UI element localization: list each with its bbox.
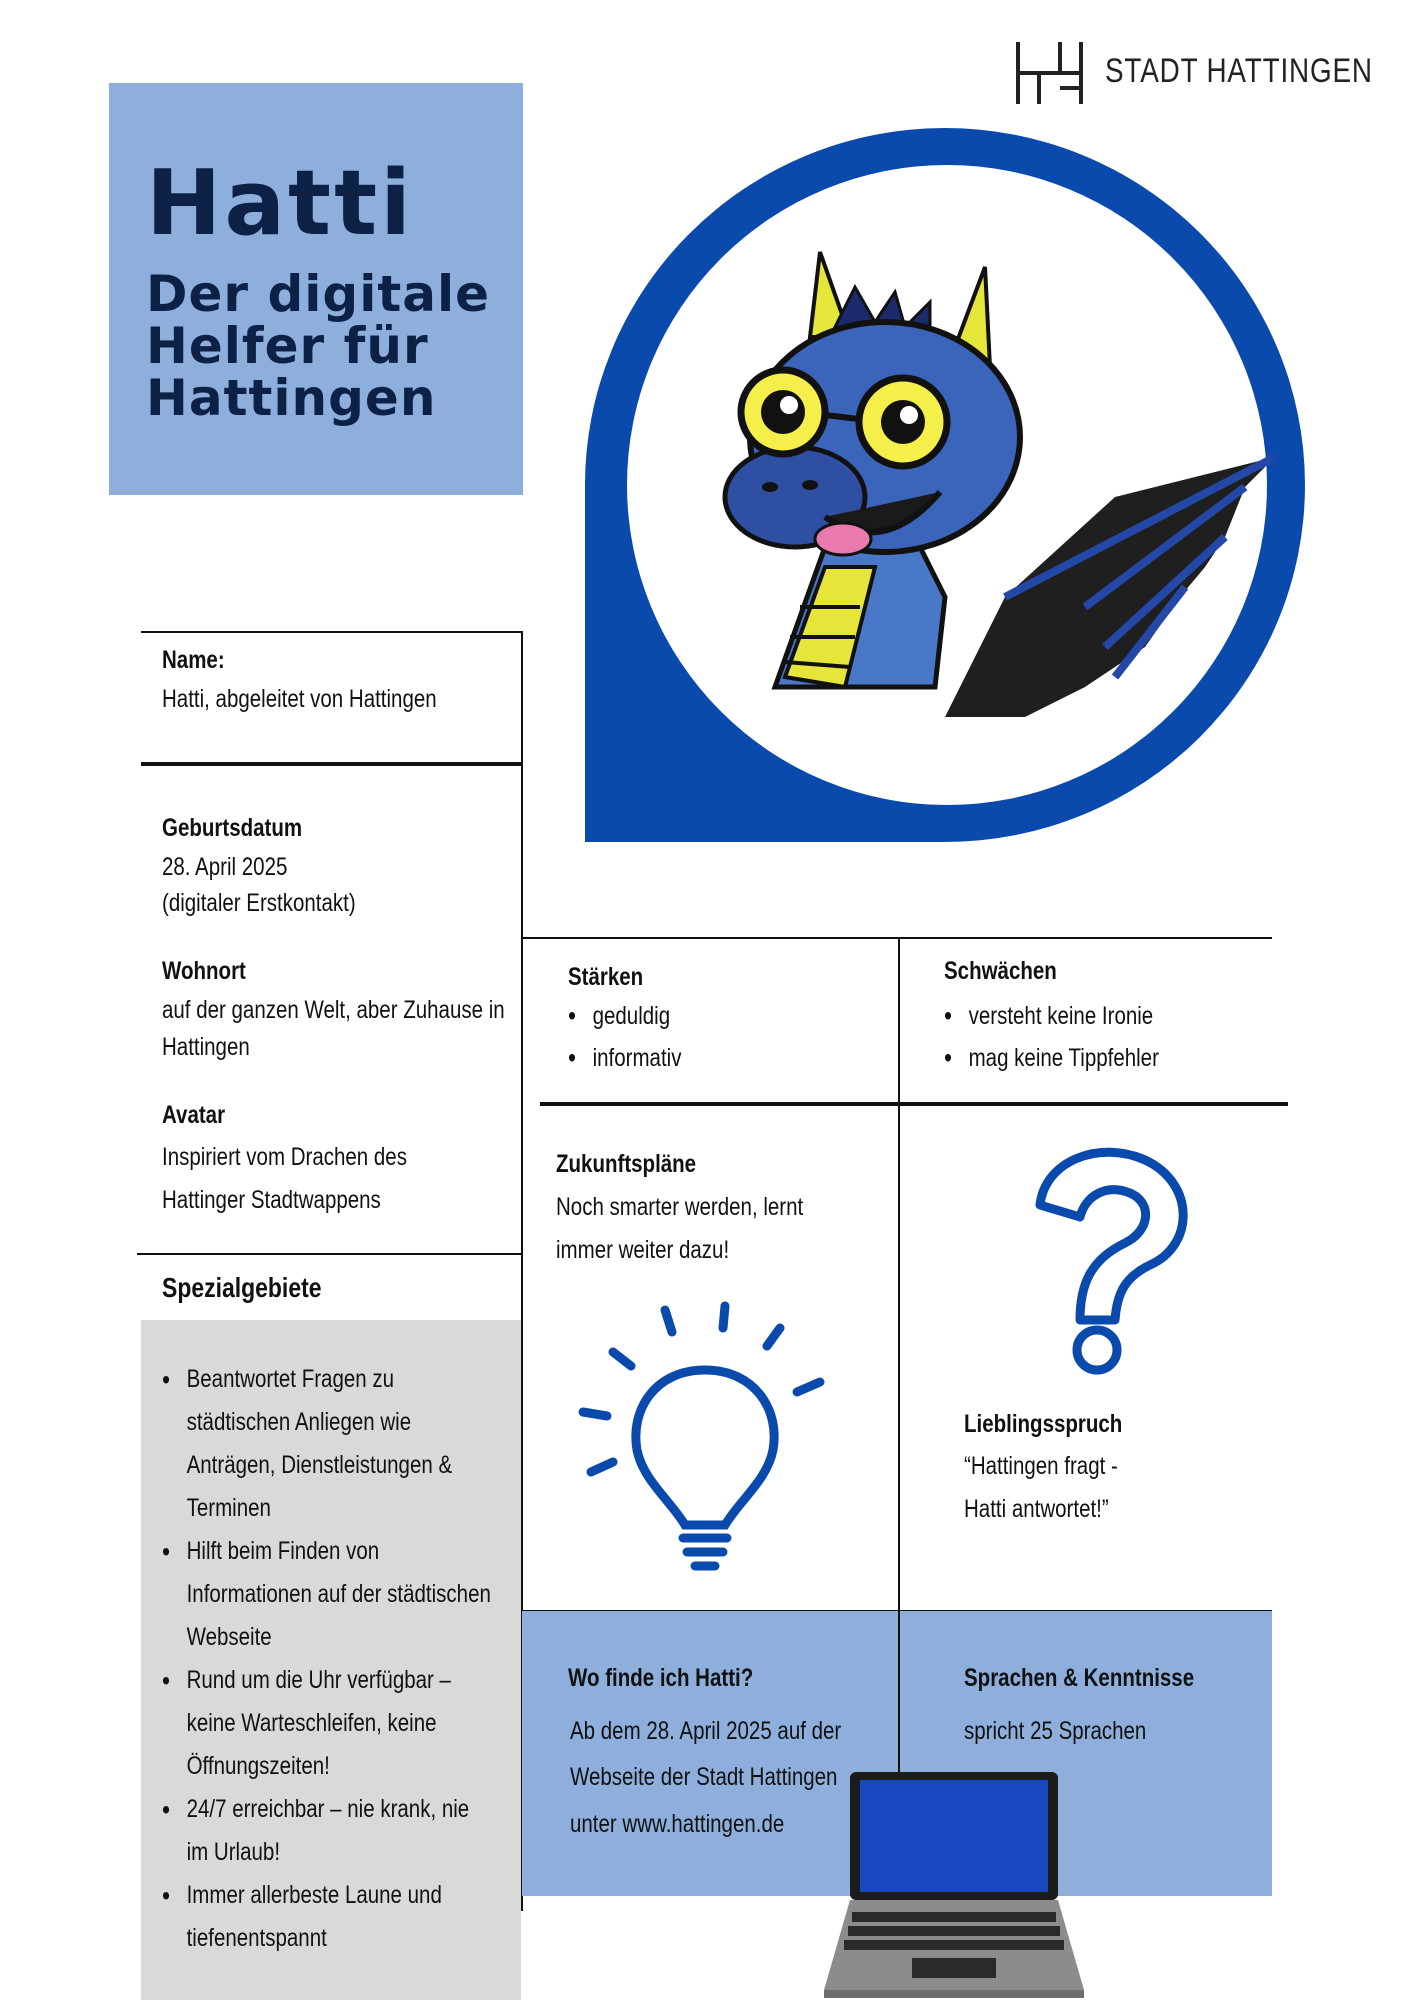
question-mark-icon: [1025, 1145, 1205, 1375]
dragon-mascot-image: [585, 127, 1305, 842]
divider: [898, 937, 900, 1612]
special-list: [162, 1358, 491, 1960]
laptop-icon: [822, 1768, 1086, 2000]
languages-label: Sprachen & Kenntnisse: [964, 1664, 1195, 1692]
name-label: Name:: [162, 646, 225, 674]
page-title: Hatti: [146, 151, 414, 256]
weaknesses-label: Schwächen: [944, 957, 1057, 985]
divider: [141, 762, 523, 766]
future-value: Noch smarter werden, lernt: [556, 1193, 804, 1221]
list-item: • informativ: [568, 1037, 681, 1079]
list-item: • geduldig: [568, 995, 681, 1037]
divider: [137, 1253, 523, 1255]
residence-value: auf der ganzen Welt, aber Zuhause in: [162, 996, 505, 1024]
motto-label: Lieblingsspruch: [964, 1410, 1123, 1438]
list-item: • Hilft beim Finden von Informationen auf der städtischen Webseite: [162, 1530, 491, 1659]
avatar-value: Inspiriert vom Drachen des: [162, 1143, 407, 1171]
future-label: Zukunftspläne: [556, 1150, 697, 1178]
residence-value: Hattingen: [162, 1033, 250, 1061]
where-value: unter www.hattingen.de: [570, 1810, 785, 1838]
subtitle-line: Der digitale: [146, 265, 491, 323]
avatar-label: Avatar: [162, 1101, 226, 1129]
birth-note: (digitaler Erstkontakt): [162, 889, 356, 917]
stadt-hattingen-logo: [1015, 40, 1385, 106]
languages-value: spricht 25 Sprachen: [964, 1717, 1147, 1745]
special-label: Spezialgebiete: [162, 1272, 322, 1303]
page-subtitle: [146, 265, 491, 427]
divider: [898, 1611, 900, 1786]
divider: [540, 1102, 1288, 1106]
title-box: [109, 83, 523, 495]
list-item: • Immer allerbeste Laune und tiefenentspannt: [162, 1874, 491, 1960]
logo-text: STADT HATTINGEN: [1105, 52, 1373, 90]
birth-label: Geburtsdatum: [162, 814, 303, 842]
motto-value: Hatti antwortet!”: [964, 1495, 1109, 1523]
subtitle-line: Helfer für: [146, 317, 429, 375]
avatar-value: Hattinger Stadtwappens: [162, 1186, 381, 1214]
lightbulb-icon: [575, 1300, 835, 1580]
divider: [522, 937, 1272, 939]
where-value: Ab dem 28. April 2025 auf der: [570, 1717, 842, 1745]
future-value: immer weiter dazu!: [556, 1236, 730, 1264]
residence-label: Wohnort: [162, 957, 246, 985]
list-item: • versteht keine Ironie: [944, 995, 1159, 1037]
divider: [141, 631, 523, 633]
list-item: • Beantwortet Fragen zu städtischen Anliegen wie Anträgen, Dienstleistungen & Terminen: [162, 1358, 491, 1530]
list-item: • 24/7 erreichbar – nie krank, nie im Urlaub!: [162, 1788, 491, 1874]
birth-value: 28. April 2025: [162, 853, 288, 881]
where-value: Webseite der Stadt Hattingen: [570, 1763, 838, 1791]
strengths-label: Stärken: [568, 963, 644, 991]
where-label: Wo finde ich Hatti?: [568, 1664, 754, 1692]
hattingen-logo-icon: [1015, 40, 1085, 106]
strengths-list: [568, 995, 681, 1079]
list-item: • mag keine Tippfehler: [944, 1037, 1159, 1079]
list-item: • Rund um die Uhr verfügbar – keine Warteschleifen, keine Öffnungszeiten!: [162, 1659, 491, 1788]
motto-value: “Hattingen fragt -: [964, 1452, 1118, 1480]
name-value: Hatti, abgeleitet von Hattingen: [162, 685, 437, 713]
weaknesses-list: [944, 995, 1159, 1079]
subtitle-line: Hattingen: [146, 369, 437, 427]
